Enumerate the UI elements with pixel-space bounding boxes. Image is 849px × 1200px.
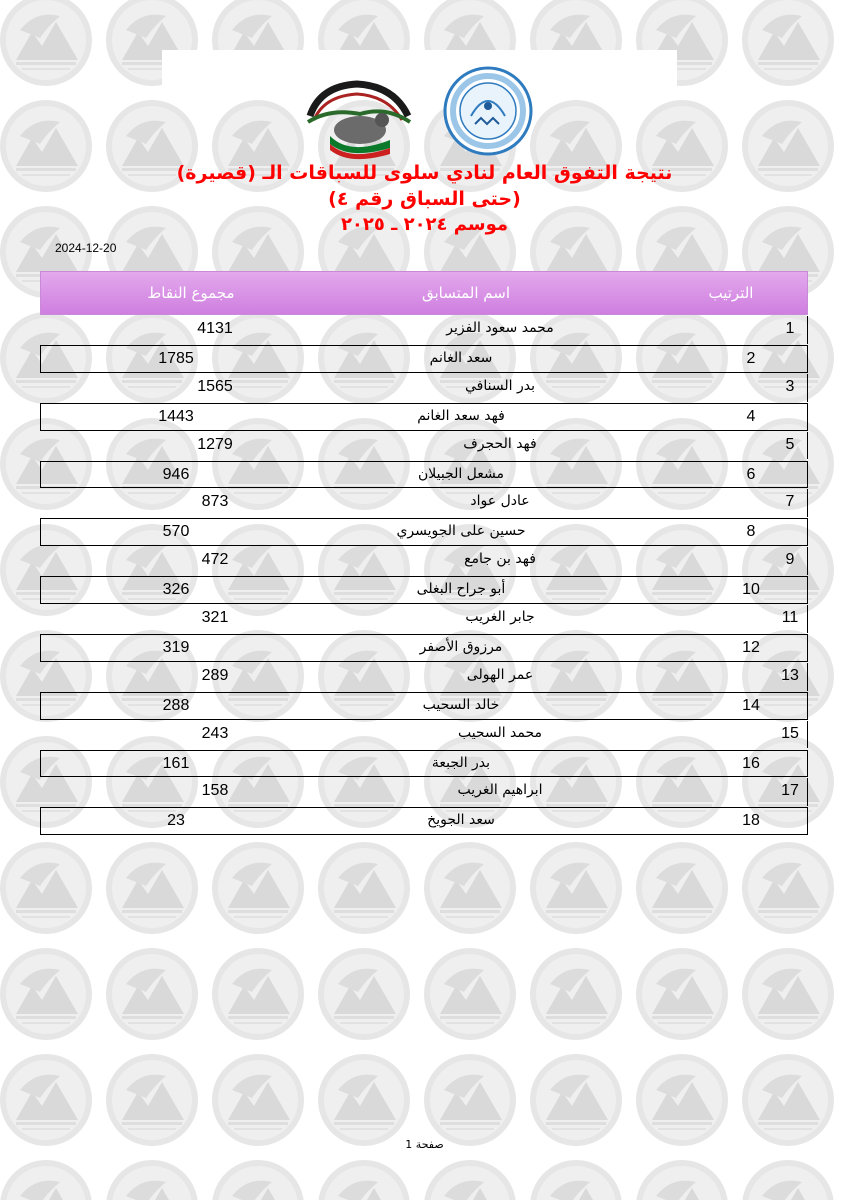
table-row	[40, 778, 808, 806]
row-points: 4131	[197, 320, 233, 337]
row-points: 23	[167, 812, 185, 830]
row-rank: 7	[785, 493, 795, 511]
watermark-emblem	[742, 948, 834, 1040]
watermark-emblem	[0, 0, 92, 86]
row-name: ابراهيم الغريب	[457, 782, 543, 799]
row-rank: 13	[781, 666, 799, 684]
row-rank: 8	[746, 523, 756, 541]
watermark-emblem	[636, 948, 728, 1040]
row-name: عمر الهولى	[466, 666, 534, 683]
table-row	[40, 692, 808, 720]
row-points: 243	[201, 724, 229, 742]
row-rank: 2	[746, 349, 756, 367]
title-line-1: نتيجة التفوق العام لنادي سلوى للسباقات الـ (قصيرة)	[176, 162, 673, 184]
watermark-emblem	[0, 842, 92, 934]
row-name: عادل عواد	[470, 493, 530, 510]
row-name: سعد الجويخ	[427, 812, 495, 829]
table-row	[40, 547, 808, 575]
watermark-emblem	[742, 1054, 834, 1146]
table-row	[40, 316, 808, 344]
table-row	[40, 518, 808, 546]
row-points: 288	[162, 696, 190, 714]
row-rank: 14	[742, 696, 760, 714]
watermark-emblem	[318, 842, 410, 934]
row-rank: 3	[785, 377, 795, 395]
row-points: 946	[162, 465, 190, 483]
title-line-3: موسم ٢٠٢٤ ـ ٢٠٢٥	[340, 214, 509, 235]
row-name: بدر الجبعة	[431, 754, 491, 771]
watermark-emblem	[530, 948, 622, 1040]
watermark-emblem	[106, 1160, 198, 1200]
table-header	[40, 271, 808, 315]
table-row	[40, 489, 808, 517]
watermark-emblem	[106, 842, 198, 934]
kuwait-pigeon-racing-club-logo	[290, 76, 425, 160]
row-points: 570	[162, 523, 190, 541]
row-name: جابر الغريب	[465, 609, 535, 625]
watermark-emblem	[424, 1054, 516, 1146]
row-rank: 5	[785, 435, 795, 453]
row-points: 289	[201, 666, 229, 684]
row-name: فهد بن جامع	[464, 551, 536, 568]
table-row	[40, 461, 808, 489]
watermark-emblem	[0, 1054, 92, 1146]
watermark-emblem	[0, 948, 92, 1040]
watermark-emblem	[106, 1054, 198, 1146]
table-row	[40, 634, 808, 662]
title-line-2: (حتى السباق رقم ٤)	[328, 188, 521, 210]
row-points: 1279	[197, 435, 233, 453]
row-rank: 17	[781, 782, 799, 800]
row-name: سعد الغانم	[429, 349, 493, 366]
row-name: محمد السحيب	[457, 724, 543, 741]
row-rank: 4	[746, 407, 756, 425]
table-row	[40, 807, 808, 835]
row-points: 321	[201, 609, 229, 626]
column-header-rank: الترتيب	[708, 284, 754, 302]
row-rank: 9	[785, 551, 795, 569]
row-name: مرزوق الأصفر	[419, 638, 503, 655]
watermark-emblem	[424, 842, 516, 934]
watermark-emblem	[530, 1054, 622, 1146]
table-row	[40, 374, 808, 402]
salwa-club-logo	[443, 66, 533, 156]
column-header-points: مجموع النقاط	[147, 284, 235, 302]
table-row	[40, 605, 808, 633]
watermark-emblem	[742, 1160, 834, 1200]
watermark-emblem	[212, 1054, 304, 1146]
column-header-name: اسم المتسابق	[421, 284, 511, 302]
row-points: 319	[162, 638, 190, 656]
table-row	[40, 345, 808, 373]
table-row	[40, 576, 808, 604]
row-name: فهد سعد الغانم	[417, 407, 505, 424]
watermark-emblem	[636, 1160, 728, 1200]
watermark-emblem	[742, 0, 834, 86]
row-rank: 10	[742, 581, 760, 599]
watermark-emblem	[424, 1160, 516, 1200]
row-rank: 1	[785, 320, 795, 337]
row-points: 1785	[158, 349, 194, 367]
row-name: محمد سعود الفزير	[446, 320, 554, 336]
page-number: صفحة 1	[405, 1138, 444, 1151]
watermark-emblem	[742, 842, 834, 934]
watermark-emblem	[106, 948, 198, 1040]
row-points: 326	[162, 581, 190, 599]
row-name: بدر السنافي	[465, 377, 535, 394]
table-row	[40, 721, 808, 749]
table-row	[40, 432, 808, 460]
row-points: 1443	[158, 407, 194, 425]
row-name: خالد السحيب	[422, 696, 500, 713]
row-name: حسين على الجويسري	[396, 523, 526, 540]
watermark-emblem	[212, 1160, 304, 1200]
watermark-emblem	[424, 948, 516, 1040]
row-rank: 15	[781, 724, 799, 742]
watermark-emblem	[318, 948, 410, 1040]
row-rank: 6	[746, 465, 756, 483]
watermark-emblem	[530, 1160, 622, 1200]
row-points: 873	[201, 493, 229, 511]
table-row	[40, 663, 808, 691]
table-row	[40, 403, 808, 431]
row-rank: 16	[742, 754, 760, 772]
watermark-emblem	[318, 1054, 410, 1146]
row-name: أبو جراح البغلى	[416, 581, 506, 598]
row-points: 1565	[197, 377, 233, 395]
report-date: 2024-12-20	[55, 241, 117, 255]
report-title	[0, 160, 849, 238]
table-row	[40, 750, 808, 778]
row-points: 161	[162, 754, 190, 772]
watermark-emblem	[212, 948, 304, 1040]
watermark-emblem	[318, 1160, 410, 1200]
row-name: مشعل الجبيلان	[417, 465, 505, 482]
watermark-emblem	[636, 1054, 728, 1146]
row-name: فهد الحجرف	[463, 435, 537, 452]
row-points: 158	[201, 782, 229, 800]
watermark-emblem	[0, 1160, 92, 1200]
row-rank: 12	[742, 638, 760, 656]
row-rank: 11	[781, 609, 799, 626]
watermark-emblem	[636, 842, 728, 934]
watermark-emblem	[530, 842, 622, 934]
watermark-emblem	[212, 842, 304, 934]
row-points: 472	[201, 551, 229, 569]
row-rank: 18	[742, 812, 760, 830]
